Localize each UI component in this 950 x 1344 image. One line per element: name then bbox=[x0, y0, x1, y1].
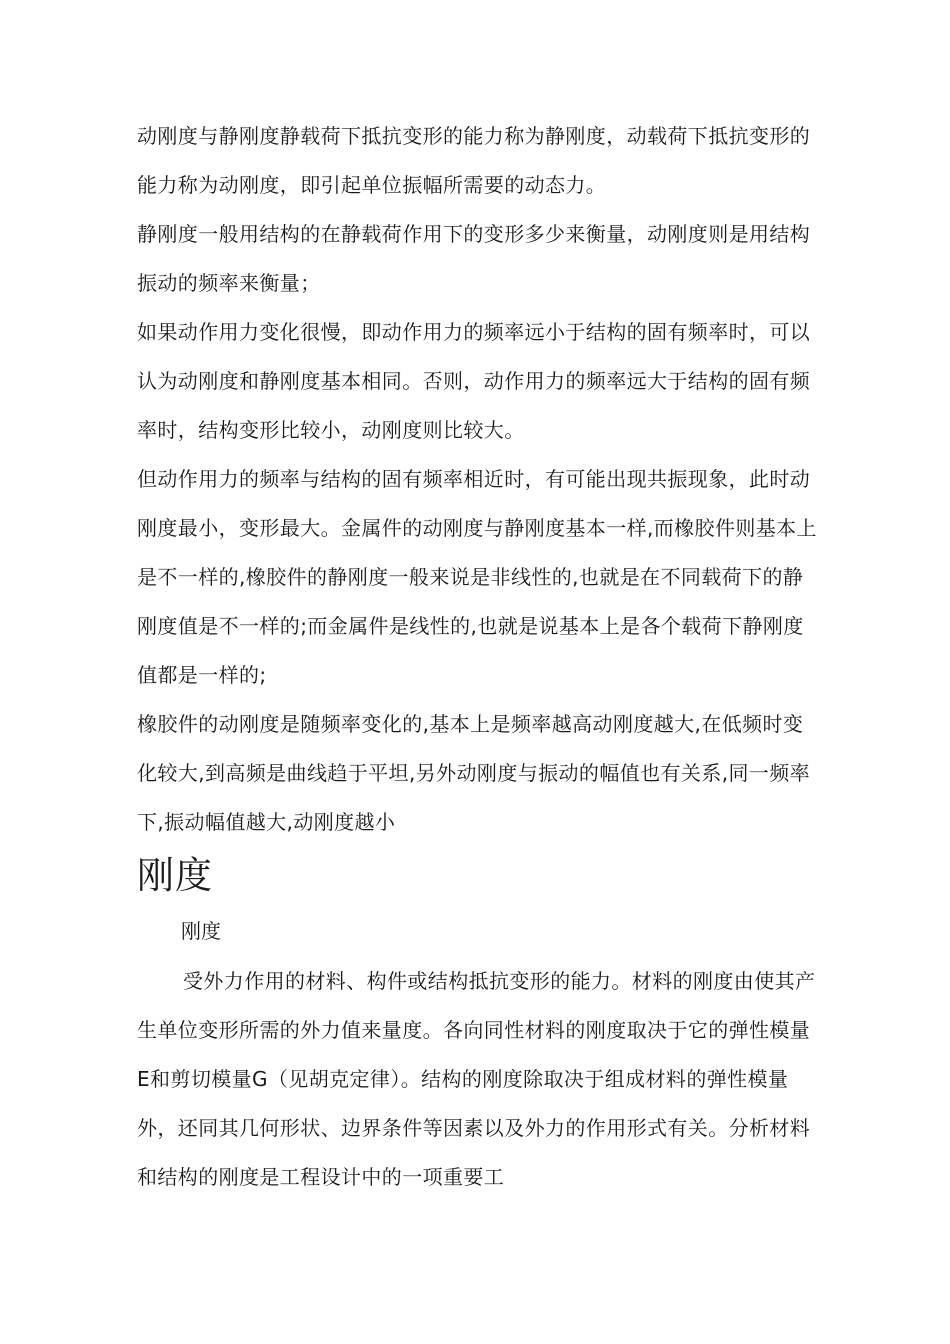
section-heading: 刚度 bbox=[137, 854, 213, 897]
paragraph-stiffness-definition: 受外力作用的材料、构件或结构抵抗变形的能力。材料的刚度由使其产生单位变形所需的外力值来量度。各向同性材料的刚度取决于它的弹性模量E和剪切模量G（见胡克定律）。结构的刚度除取决于组成材料的弹性模量外，还同其几何形状、边界条件等因素以及外力的作用形式有关。分析材料和结构的刚度是工程设计中的一项重要工 bbox=[137, 969, 816, 1189]
paragraph-resonance-metal-rubber: 但动作用力的频率与结构的固有频率相近时，有可能出现共振现象，此时动刚度最小，变形最大。金属件的动刚度与静刚度基本一样,而橡胶件则基本上是不一样的,橡胶件的静刚度一般来说是非线性的,也就是在不同载荷下的静刚度值是不一样的;而金属件是线性的,也就是说基本上是各个载荷下静刚度值都是一样的; bbox=[137, 467, 817, 687]
paragraph-dynamic-static-stiffness-definition: 动刚度与静刚度静载荷下抵抗变形的能力称为静刚度，动载荷下抵抗变形的能力称为动刚度，即引起单位振幅所需要的动态力。 bbox=[137, 124, 811, 197]
paragraph-rubber-frequency: 橡胶件的动刚度是随频率变化的,基本上是频率越高动刚度越大,在低频时变化较大,到高频是曲线趋于平坦,另外动刚度与振动的幅值也有关系,同一频率下,振动幅值越大,动刚度越小 bbox=[137, 712, 811, 834]
paragraph-measurement: 静刚度一般用结构的在静载荷作用下的变形多少来衡量，动刚度则是用结构振动的频率来衡量； bbox=[137, 222, 811, 295]
section-subheading: 刚度 bbox=[181, 919, 221, 943]
paragraph-slow-force: 如果动作用力变化很慢，即动作用力的频率远小于结构的固有频率时，可以认为动刚度和静刚度基本相同。否则，动作用力的频率远大于结构的固有频率时，结构变形比较小，动刚度则比较大。 bbox=[137, 320, 811, 442]
document-content bbox=[137, 112, 817, 1202]
